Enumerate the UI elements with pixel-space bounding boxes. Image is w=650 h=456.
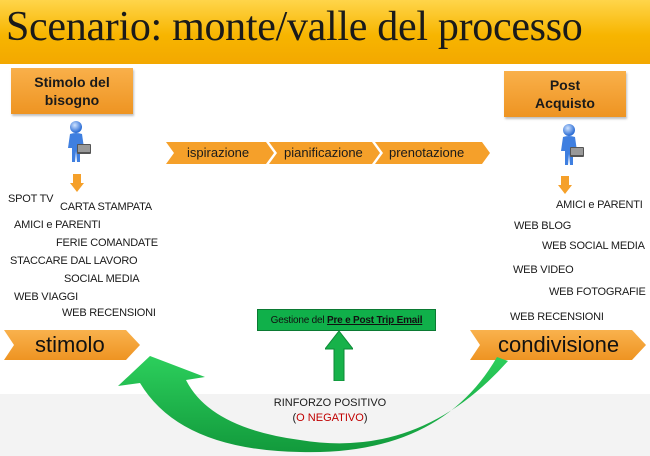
left-item: WEB RECENSIONI [62, 307, 156, 319]
post-box-line1: Post [549, 77, 581, 93]
condivisione-label: condivisione [498, 332, 620, 357]
rinforzo-negativo: O NEGATIVO [296, 412, 364, 424]
left-item: CARTA STAMPATA [60, 201, 152, 213]
rinforzo-line1: RINFORZO POSITIVO [273, 397, 387, 409]
rinforzo-close: ) [363, 412, 368, 424]
page-title: Scenario: monte/valle del processo [6, 4, 583, 50]
gestione-prefix: Gestione del [270, 314, 325, 326]
gestione-email-box [257, 309, 436, 331]
stimolo-box-line2: bisogno [44, 92, 100, 108]
chevron-ispirazione: ispirazione [187, 145, 250, 160]
stimolo-box-line1: Stimolo del [34, 74, 110, 90]
left-item: SOCIAL MEDIA [64, 273, 140, 285]
rinforzo-open: ( [292, 412, 297, 424]
green-up-arrow-icon [325, 331, 353, 381]
right-item: WEB BLOG [514, 220, 572, 232]
stimolo-label: stimolo [35, 332, 105, 357]
right-item: WEB SOCIAL MEDIA [542, 240, 645, 252]
left-item: AMICI e PARENTI [14, 219, 101, 231]
right-item: WEB VIDEO [513, 264, 574, 276]
chevron-pianificazione: pianificazione [284, 145, 363, 160]
right-item: WEB FOTOGRAFIE [549, 286, 646, 298]
chevron-prenotazione: prenotazione [389, 145, 465, 160]
rinforzo-label [270, 396, 390, 426]
right-item: WEB RECENSIONI [510, 311, 604, 323]
left-item: STACCARE DAL LAVORO [10, 255, 138, 267]
left-item: FERIE COMANDATE [56, 237, 158, 249]
left-item: SPOT TV [8, 193, 54, 205]
right-item: AMICI e PARENTI [556, 199, 643, 211]
left-item: WEB VIAGGI [14, 291, 79, 303]
post-box-line2: Acquisto [535, 95, 595, 111]
gestione-bold: Pre e Post Trip Email [327, 314, 423, 326]
